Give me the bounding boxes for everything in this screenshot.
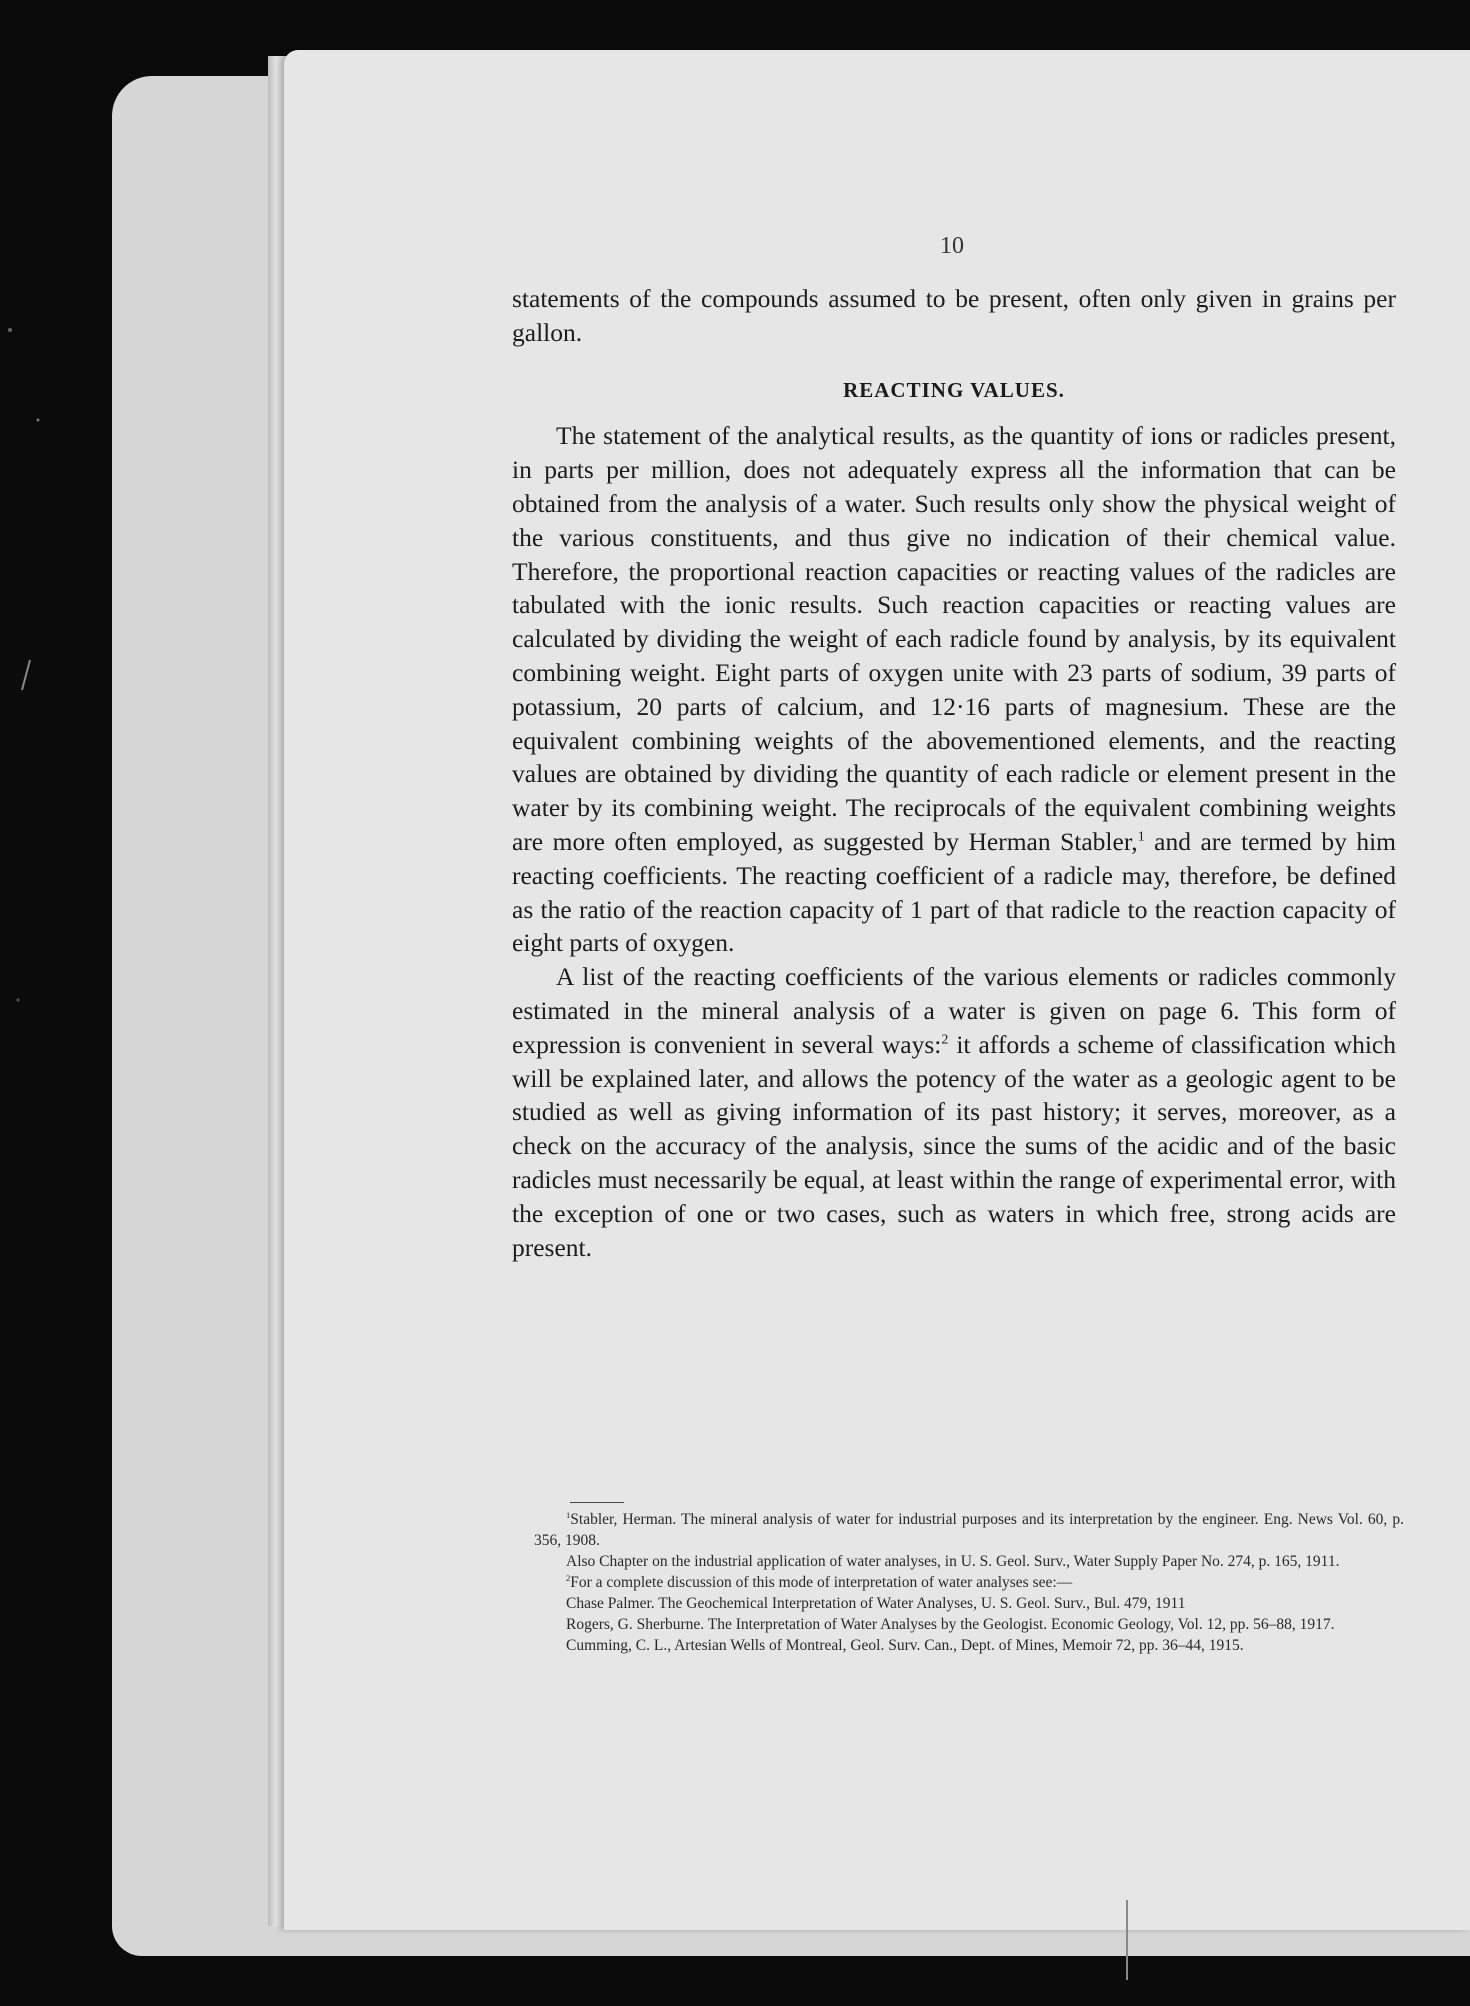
footnote-ref-1: 1 <box>1137 829 1145 845</box>
paragraph-text: A list of the reacting coefficients of the various elements or radicles commonly estimated in the mineral analysis of a water is given on page 6. This form of expression is convenient in several ways: <box>512 962 1396 1059</box>
footnote-2-ref-palmer: Chase Palmer. The Geochemical Interpretation of Water Analyses, U. S. Geol. Surv., Bul. 479, 1911 <box>566 1595 1186 1612</box>
binding-mark <box>1126 1900 1128 1980</box>
body-text <box>512 282 1396 1264</box>
footnote-rule <box>570 1502 624 1503</box>
footnote-1: $^1$Stabler, Herman. The mineral analysis of water for industrial purposes and its interpretation by the engineer. Eng. News Vol. 60, p. 356, 1908. <box>534 1509 1404 1549</box>
scan-specks <box>0 0 110 2006</box>
footnote-mark-1: 1 <box>566 1509 571 1520</box>
paragraph-text-tail: and are termed by him reacting coefficients. The reacting coefficient of a radicle may, therefore, be defined as the ratio of the reaction capacity of 1 part of that radicle to the reaction capacity of eight parts of oxygen. <box>512 826 1396 958</box>
footnote-2-ref-cumming: Cumming, C. L., Artesian Wells of Montreal, Geol. Surv. Can., Dept. of Mines, Memoir 72, pp. 36–44, 1915. <box>566 1637 1244 1654</box>
footnote-2-ref-rogers: Rogers, G. Sherburne. The Interpretation of Water Analyses by the Geologist. Economic Geology, Vol. 12, pp. 56–88, 1917. <box>566 1616 1335 1633</box>
paragraph-text-tail: it affords a scheme of classification which will be explained later, and allows the potency of the water as a geologic agent to be studied as well as giving information of its past history; it serves, moreover, as a check on the accuracy of the analysis, since the sums of the acidic and of the basic radicles must necessarily be equal, at least within the range of experimental error, with the exception of one or two cases, such as waters in which free, strong acids are present. <box>512 1029 1396 1262</box>
paragraph-reacting-coefficients <box>512 960 1396 1264</box>
paragraph-reacting-values <box>512 419 1396 960</box>
footnote-mark-2: 2 <box>566 1572 571 1583</box>
continued-paragraph: statements of the compounds assumed to be present, often only given in grains per gallon. <box>512 284 1396 347</box>
page-number: 10 <box>940 233 964 259</box>
footnote-2: $^2$For a complete discussion of this mode of interpretation of water analyses see:— <box>566 1572 1073 1591</box>
section-heading: REACTING VALUES. <box>843 377 1065 402</box>
footnote-1-also: Also Chapter on the industrial application of water analyses, in U. S. Geol. Surv., Water Supply Paper No. 274, p. 165, 1911. <box>566 1553 1340 1570</box>
paragraph-text: The statement of the analytical results, as the quantity of ions or radicles present, in parts per million, does not adequately express all the information that can be obtained from the analysis of a water. Such results only show the physical weight of the various constituents, and thus give no indication of their chemical value. Therefore, the proportional reaction capacities or reacting values of the radicles are tabulated with the ionic results. Such reaction capacities or reacting values are calculated by dividing the weight of each radicle found by analysis, by its equivalent combining weight. Eight parts of oxygen unite with 23 parts of sodium, 39 parts of potassium, 20 parts of calcium, and 12·16 parts of magnesium. These are the equivalent combining weights of the abovementioned elements, and the reacting values are obtained by dividing the quantity of each radicle or element present in the water by its combining weight. The reciprocals of the equivalent combining weights are more often employed, as suggested by Herman Stabler, <box>512 421 1396 856</box>
footnotes <box>534 1502 1404 1656</box>
footnote-ref-2: 2 <box>941 1032 949 1048</box>
